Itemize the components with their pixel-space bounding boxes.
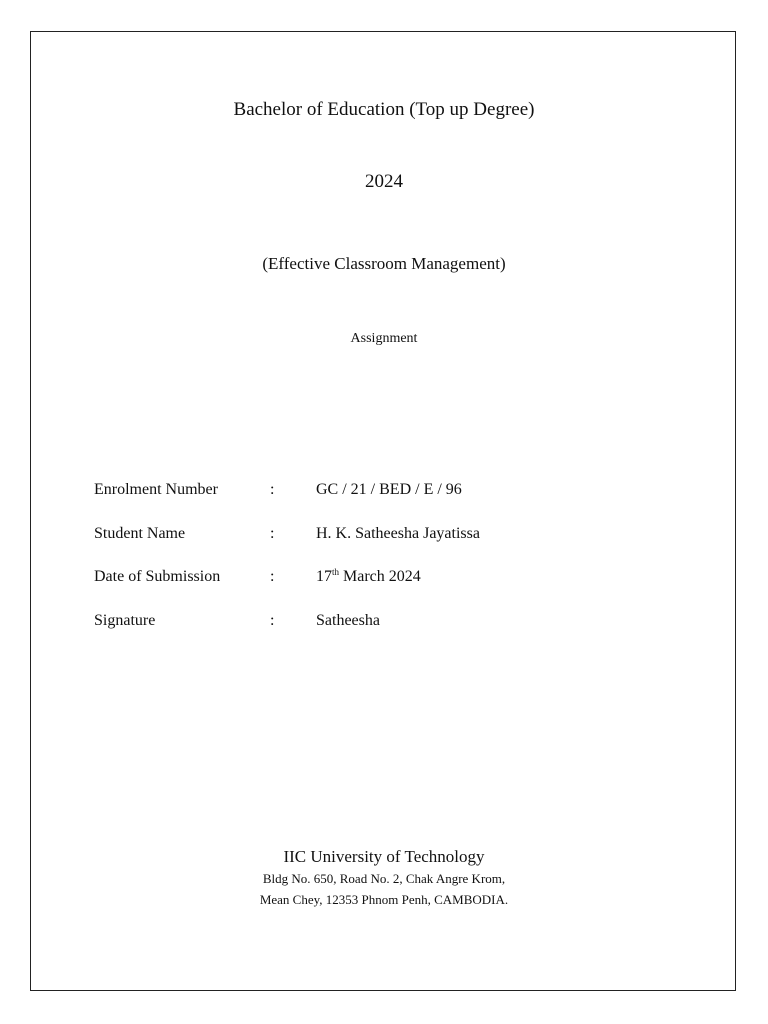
- student-name-colon: :: [270, 525, 275, 542]
- signature-label: Signature: [94, 612, 156, 629]
- submission-date-label: Date of Submission: [94, 568, 221, 585]
- submission-date-month-year: March 2024: [339, 568, 421, 585]
- signature-value: Satheesha: [316, 612, 380, 629]
- enrolment-label: Enrolment Number: [94, 481, 218, 498]
- enrolment-value: GC / 21 / BED / E / 96: [316, 481, 462, 498]
- submission-date-colon: :: [270, 568, 275, 585]
- enrolment-colon: :: [270, 481, 275, 498]
- address-line-2: Mean Chey, 12353 Phnom Penh, CAMBODIA.: [259, 892, 509, 907]
- module-title: (Effective Classroom Management): [262, 254, 506, 273]
- year: 2024: [365, 171, 403, 192]
- student-name-value: H. K. Satheesha Jayatissa: [316, 525, 480, 542]
- student-name-label: Student Name: [94, 525, 186, 542]
- submission-date-suffix: th: [332, 567, 340, 577]
- submission-date-value: [316, 568, 421, 586]
- degree-title: Bachelor of Education (Top up Degree): [233, 99, 535, 120]
- submission-date-day: 17: [316, 568, 332, 585]
- university-name: IIC University of Technology: [283, 847, 485, 866]
- signature-colon: :: [270, 612, 275, 629]
- document-type: Assignment: [350, 331, 418, 346]
- address-line-1: Bldg No. 650, Road No. 2, Chak Angre Krom,: [262, 871, 506, 886]
